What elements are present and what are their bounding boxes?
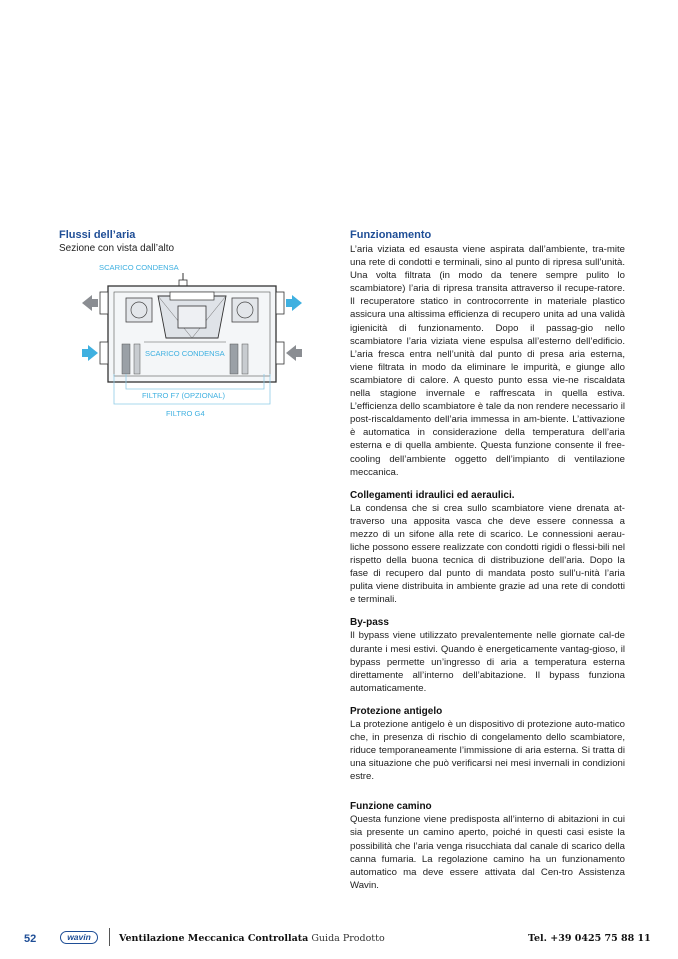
funzionamento-title: Funzionamento — [350, 229, 432, 241]
funzionamento-text: L’aria viziata ed esausta viene aspirata dall’ambiente, tra-mite una rete di condotti e terminali, sino al punto di ripresa sull’unità. Una volta filtrata (in modo da tenere sempre pulito lo scambiatore) l’aria di ripresa transita attraverso il recupe-ratore. Il recuperatore statico in controcorrente in materiale plastico assicura una altissima efficienza di recupero unita ad una validà igienicità di funzionamento. Dopo il passag-gio nello scambiatore l’aria viziata viene espulsa all’esterno dell’edificio. L’aria fresca entra nell’unità dal punto di presa aria esterna, viene filtrata in modo da eliminare le impurità, e giunge allo scambiatore di calore. A questo punto essa vie-ne riscaldata nella stagione invernale e raffrescata in quella estiva. L’efficienza dello scambiatore è tale da non rendere necessario il post-riscaldamento dell’aria immessa in am-biente. L’attivazione è automatica in considerazione della temperatura dell’aria esterna e di quella ambiente. Questa funzione consente il free-cooling dell’ambiente oggetto dell’impianto di ventilazione meccanica. — [350, 244, 626, 478]
air-flow-title: Flussi dell’aria — [59, 229, 136, 241]
arrow-fresh-in-left — [82, 345, 98, 361]
label-filtro-f7: FILTRO F7 (OPZIONAL) — [142, 391, 225, 400]
wavin-logo: wavin — [60, 931, 98, 944]
arrow-exhaust-out-left — [82, 295, 98, 311]
collegamenti-text: La condensa che si crea sullo scambiatore viene drenata at-traverso una apposita vasca che deve essere connessa a mezzo di un sifone alla rete di scarico. Le connessioni aerau-liche possono essere realizzate con condotti rigidi o flessi-bili nel rispetto della buona tecnica di distribuzione dell’aria. Dopo la fase di recupero dal punto di mandata posto sull’u-nità l’aria pulita viene distribuita in ambiente grazie ad una rete di condotti e terminali. — [350, 502, 625, 606]
collegamenti-section — [350, 489, 625, 607]
bypass-title: By-pass — [350, 617, 389, 629]
camino-title: Funzione camino — [350, 801, 432, 813]
label-filtro-g4: FILTRO G4 — [166, 409, 205, 418]
arrow-supply-out-right — [286, 295, 302, 311]
antigelo-section — [350, 705, 625, 783]
antigelo-text: La protezione antigelo è un dispositivo di protezione auto-matico che, in presenza di rischio di congelamento dello scambiatore, riduce temporaneamente l’immissione di aria esterna. Si tratta di una situazione che può verificarsi nei mesi invernali in condizioni estre. — [350, 718, 625, 783]
camino-text: Questa funzione viene predisposta all’interno di abitazioni in cui sia presente un camino aperto, poiché in questi casi esiste la possibilità che l’aria venga risucchiata dal canale di scarico della canna fumaria. La regolazione camino ha un funzionamento automatico ma deve essere attivata dal Cen-tro Assistenza Wavin. — [350, 814, 625, 891]
antigelo-title: Protezione antigelo — [350, 705, 443, 717]
air-flow-diagram — [78, 258, 308, 428]
bypass-section — [350, 616, 625, 694]
footer-title-light: Guida Prodotto — [311, 933, 385, 944]
description-column — [350, 228, 625, 892]
fan-left — [126, 298, 152, 322]
label-scarico-condensa-top: SCARICO CONDENSA — [99, 263, 179, 272]
label-scarico-condensa-mid: SCARICO CONDENSA — [145, 349, 225, 358]
page-number: 52 — [24, 933, 37, 945]
footer-telephone: Tel. +39 0425 75 88 11 — [528, 933, 651, 944]
footer-title-bold: Ventilazione Meccanica Controllata — [119, 933, 309, 944]
arrow-extract-in-right — [286, 345, 302, 361]
camino-section — [350, 800, 625, 892]
air-flow-section — [59, 228, 299, 255]
filter-g4-left — [122, 344, 130, 374]
footer-divider — [109, 928, 110, 946]
air-flow-subtitle: Sezione con vista dall’alto — [59, 243, 175, 254]
collegamenti-title: Collegamenti idraulici ed aeraulici. — [350, 489, 515, 501]
footer-title — [119, 933, 385, 944]
page-footer — [0, 926, 678, 950]
bypass-text: Il bypass viene utilizzato prevalentemente nelle giornate cal-de durante i mesi estivi. Quando è energeticamente vantag-gioso, il bypass permette un’ingresso di aria a temperatura esterna direttamente all’interno dell’abitazione. Il bypass funziona automaticamente. — [350, 630, 625, 694]
fan-right — [232, 298, 258, 322]
filter-g4-right — [230, 344, 238, 374]
